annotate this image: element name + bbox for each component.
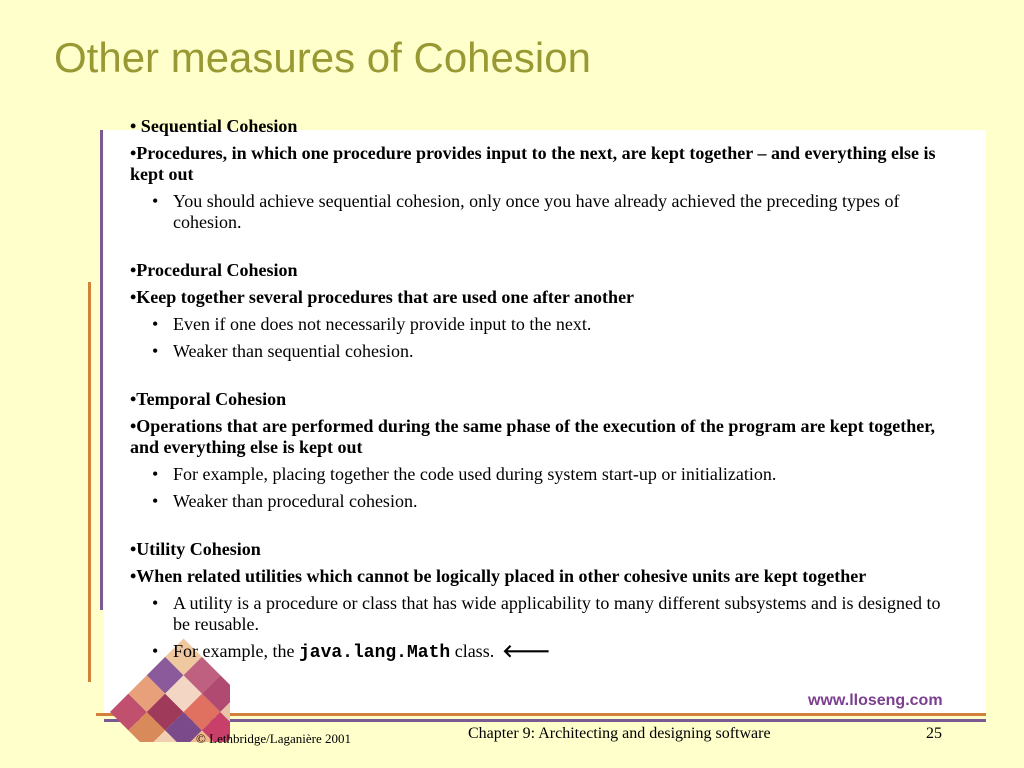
sub-bullet [152, 593, 950, 635]
bullet-glyph: • [152, 593, 159, 613]
purple-vertical-rule [100, 130, 103, 610]
page-number: 25 [926, 725, 942, 742]
sub-bullet-example [152, 641, 950, 664]
bullet-glyph: • [152, 491, 159, 511]
section-heading: •Procedural Cohesion [130, 260, 298, 280]
section-heading: •Temporal Cohesion [130, 389, 287, 409]
purple-horizontal-rule [104, 719, 986, 722]
bullet-glyph: • [152, 464, 159, 484]
section-heading: • Sequential Cohesion [130, 116, 298, 136]
section-definition: •Procedures, in which one procedure provides input to the next, are kept together – and everything else is kept out [130, 143, 936, 184]
sub-bullet [152, 191, 950, 233]
sub-bullet [152, 464, 950, 485]
website-url: www.lloseng.com [808, 692, 943, 709]
code-java-lang-math: java.lang.Math [298, 643, 451, 663]
section-definition: •When related utilities which cannot be logically placed in other cohesive units are kept together [130, 566, 867, 586]
chapter-footer: Chapter 9: Architecting and designing software [468, 725, 771, 742]
example-suffix: class. [450, 641, 495, 661]
sub-bullet [152, 341, 950, 362]
sub-bullet-text: For example, placing together the code used during system start-up or initialization. [173, 464, 777, 484]
sub-bullet [152, 314, 950, 335]
slide-title: Other measures of Cohesion [54, 34, 591, 81]
arrow-left-icon: 🡐 [502, 641, 551, 662]
bullet-glyph: • [152, 641, 159, 661]
section-heading: •Utility Cohesion [130, 539, 261, 559]
sub-bullet-text: You should achieve sequential cohesion, only once you have already achieved the preceding types of cohesion. [173, 191, 900, 232]
section-definition: •Operations that are performed during the same phase of the execution of the program are kept together, and everything else is kept out [130, 416, 936, 457]
sub-bullet-text: Weaker than sequential cohesion. [173, 341, 414, 361]
bullet-glyph: • [152, 314, 159, 334]
bullet-glyph: • [152, 191, 159, 211]
section-definition: •Keep together several procedures that are used one after another [130, 287, 635, 307]
sub-bullet-text: Even if one does not necessarily provide input to the next. [173, 314, 592, 334]
sub-bullet-text: A utility is a procedure or class that has wide applicability to many different subsystems and is designed to be reusable. [173, 593, 941, 634]
sub-bullet-text: Weaker than procedural cohesion. [173, 491, 418, 511]
copyright-notice: © Lethbridge/Laganière 2001 [196, 731, 351, 746]
sub-bullet [152, 491, 950, 512]
bullet-glyph: • [152, 341, 159, 361]
example-prefix: For example, the [173, 641, 299, 661]
slide-body [130, 116, 950, 664]
